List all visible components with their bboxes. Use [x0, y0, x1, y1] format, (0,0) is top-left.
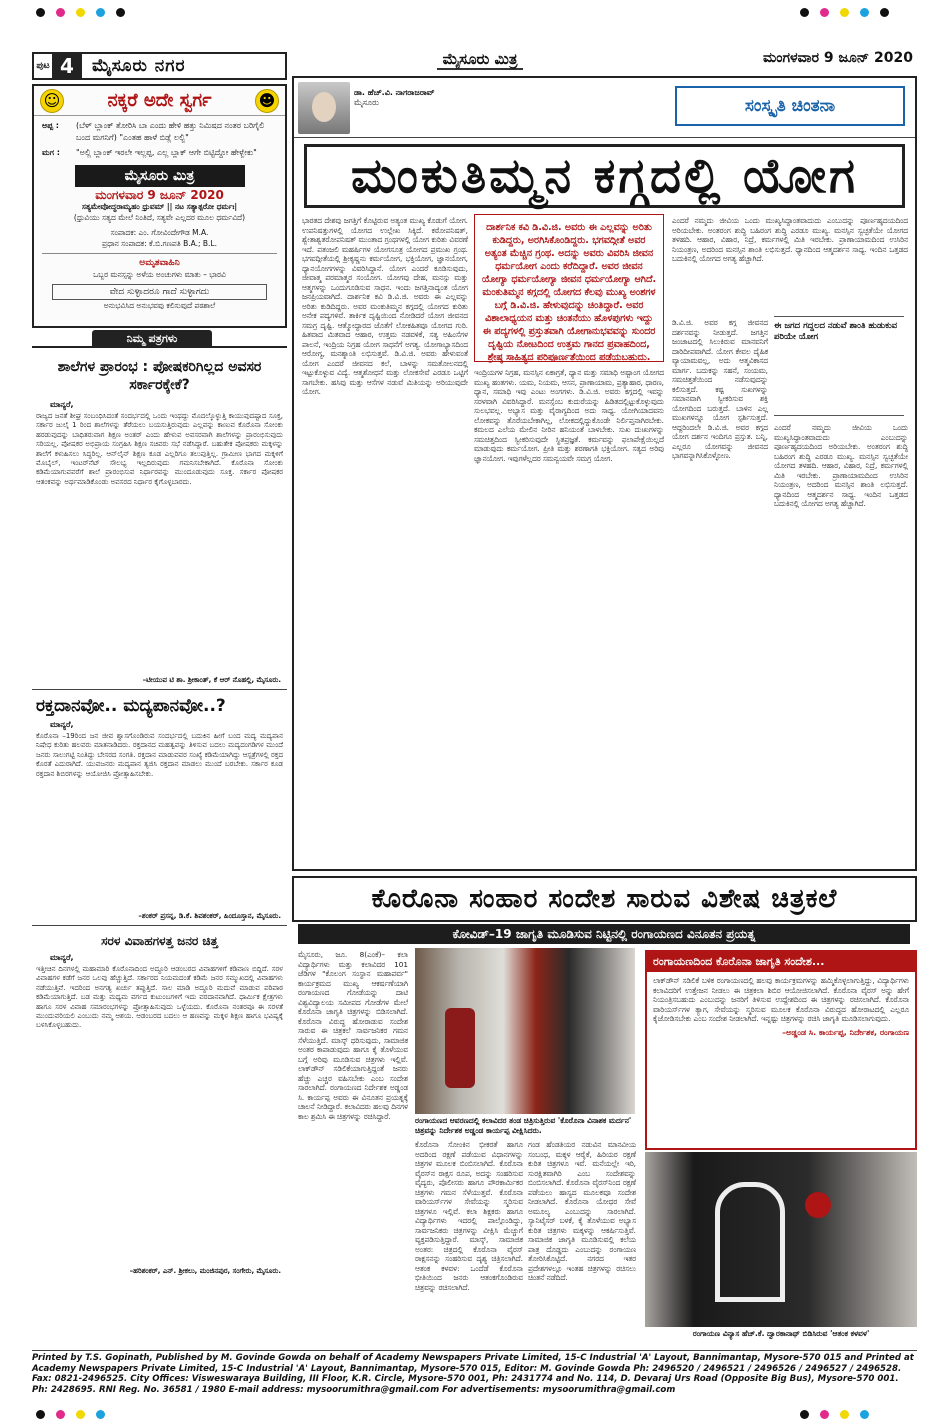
paper-logo: ಮೈಸೂರು ಮಿತ್ರ — [75, 165, 245, 187]
article-column: ಡಿ.ವಿ.ಜಿ. ಅವರ ಕಗ್ಗ ಜೀವನದ ದರ್ಶನವನ್ನು ನೀಡುತ್ತದೆ. ಜಗತ್ತಿನ ಜಂಜಾಟದಲ್ಲಿ ಸಿಲುಕಿರುವ ಮಾನವನಿಗೆ ದಾರಿದೀಪವಾಗಿದೆ. ಯೋಗ ಕೇವಲ ದೈಹಿಕ ವ್ಯಾಯಾಮವಲ್ಲ, ಅದು ಆತ್ಮವಿಕಾಸದ ಮಾರ್ಗ. ಬದುಕನ್ನು ಸಹನೆ, ಸಂಯಮ, ಸಮಚಿತ್ತತೆಯಿಂದ ನಡೆಸುವುದನ್ನು ಕಲಿಸುತ್ತದೆ. ಕಷ್ಟ ಸುಖಗಳನ್ನು ಸಮಾನವಾಗಿ ಸ್ವೀಕರಿಸುವ ಶಕ್ತಿ ಯೋಗದಿಂದ ಬರುತ್ತದೆ. ಬಾಳಿನ ಎಲ್ಲ ಮುಖಗಳನ್ನೂ ಯೋಗ ಸ್ಪರ್ಶಿಸುತ್ತದೆ. ಆದ್ದರಿಂದಲೇ ಡಿ.ವಿ.ಜಿ. ಅವರ ಕಗ್ಗದ ಯೋಗ ದರ್ಶನ ಇಂದಿಗೂ ಪ್ರಸ್ತುತ. ಬನ್ನಿ, ಎಲ್ಲರೂ ಯೋಗವನ್ನು ಜೀವನದ ಭಾಗವನ್ನಾಗಿಸಿಕೊಳ್ಳೋಣ. — [672, 318, 768, 460]
page-number: 4 — [52, 54, 82, 78]
mural-photo — [645, 1152, 917, 1327]
joke-body — [34, 116, 285, 315]
photo-caption: ರಂಗಾಯಣದ ಆವರಣದಲ್ಲಿ ಕಲಾವಿದರ ತಂಡ ಚಿತ್ರಿಸುತ್ತಿರುವ 'ಕೊರೊನಾ ವಿನಾಶಕ ಮರ್ದನ' ಚಿತ್ರವನ್ನು ನಿರ್ದೇಶಕ ಅಡ್ಡಂಡ ಕಾರ್ಯಪ್ಪ ವೀಕ್ಷಿಸಿದರು. — [415, 1116, 632, 1135]
article-column: ಎಂದರೆ ನಮ್ಮದು ಜೀವಿಯ ಒಂದು ಮುಖ್ಯಸಿದ್ಧಾಂತವಾದುದು ಎಂಬುದನ್ನು ಪೂರ್ಣಹೃದಯದಿಂದ ಅರಿಯಬೇಕು. ಅಂತರಂಗ ಶುದ್ಧಿ ಬಹಿರಂಗ ಶುದ್ಧಿ ಎರಡೂ ಮುಖ್ಯ. ಮನಸ್ಸಿನ ಸ್ವಚ್ಛತೆಯೇ ಯೋಗದ ತಳಹದಿ. ಆಹಾರ, ವಿಹಾರ, ನಿದ್ರೆ, ಕರ್ಮಗಳಲ್ಲಿ ಮಿತಿ ಇರಬೇಕು. ಪ್ರಾಣಾಯಾಮದಿಂದ ಉಸಿರಿನ ನಿಯಂತ್ರಣ, ಅದರಿಂದ ಮನಸ್ಸಿನ ಶಾಂತಿ ಲಭಿಸುತ್ತದೆ. ಧ್ಯಾನದಿಂದ ಆತ್ಮದರ್ಶನ ಸಾಧ್ಯ. ಇಂದಿನ ಒತ್ತಡದ ಬದುಕಿನಲ್ಲಿ ಯೋಗದ ಅಗತ್ಯ ಹೆಚ್ಚಾಗಿದೆ. — [774, 423, 908, 508]
photo-caption: ರಂಗಾಯಣ ವಿನ್ಯಾಸ ಹೆಚ್.ಕೆ. ದ್ವಾರಕಾನಾಥ್ ಬಿಡಿಸಿರುವ 'ಆತಂಕ ಕಳವಳ' — [692, 1329, 870, 1338]
joke-line: ಮಗ : "ಅಲ್ಲಿ ಬ್ಲಾಂಕ್ ಇರಲೇ ಇಲ್ಲಪ್ಪ, ಎಲ್ಲ ಬ್ಲಾಕ್ ಆಗೇ ಬಿಟ್ಟಿದ್ದೋ ಹೇಳ್ಬೇಕು" — [42, 148, 257, 157]
joke-line: ಅಪ್ಪ : (ಬೆಳ್ ಬ್ಲಾಂಕ್ ತೋರಿಸಿ ಬಾ ಎಂದು ಹೇಳಿ ಹತ್ತು ನಿಮಿಷದ ನಂತರ ಬರಿಗೈಲಿ ಬಂದ ಮಗನಿಗೆ) "ಎಂತಹ ಹಾಳೆ ಬಿಡ್ಲೆ ಲಲ್ಬಿ" — [42, 121, 265, 142]
article-column: ಭಾರತದ ದೇಶವು ಜಗತ್ತಿಗೆ ಕೊಟ್ಟಿರುವ ಅತ್ಯಂತ ಮುಖ್ಯ ಕೊಡುಗೆ ಯೋಗ. ಉಪನಿಷತ್ತುಗಳಲ್ಲಿ ಯೋಗದ ಉಲ್ಲೇಖ ಸಿಕ್ಕಿದೆ. ಕಠೋಪನಿಷತ್, ಶ್ವೇತಾಶ್ವತರೋಪನಿಷತ್ ಮುಂತಾದ ಗ್ರಂಥಗಳಲ್ಲಿ ಯೋಗ ಕುರಿತು ವಿವರಣೆ ಇದೆ. ಪತಂಜಲಿ ಮಹರ್ಷಿಗಳ ಯೋಗಸೂತ್ರ ಯೋಗದ ಪ್ರಮುಖ ಗ್ರಂಥ. ಭಗವದ್ಗೀತೆಯಲ್ಲಿ ಶ್ರೀಕೃಷ್ಣನು ಕರ್ಮಯೋಗ, ಭಕ್ತಿಯೋಗ, ಜ್ಞಾನಯೋಗ, ಧ್ಯಾನಯೋಗಗಳನ್ನು ವಿವರಿಸಿದ್ದಾನೆ. ಯೋಗ ಎಂದರೆ ಕೂಡಿಸುವುದು, ಜೀವಾತ್ಮ ಪರಮಾತ್ಮರ ಸಂಯೋಗ. ಯೋಗವು ದೇಹ, ಮನಸ್ಸು ಮತ್ತು ಆತ್ಮಗಳನ್ನು ಒಂದುಗೂಡಿಸುವ ಸಾಧನ. ಇಂದು ಜಗತ್ತಿನಾದ್ಯಂತ ಯೋಗ ಜನಪ್ರಿಯವಾಗಿದೆ. ದಾರ್ಶನಿಕ ಕವಿ ಡಿ.ವಿ.ಜಿ. ಅವರು ಈ ಎಲ್ಲವನ್ನು ಅರಿತು ಕುಡಿದಿದ್ದರು. ಅವರ ಮಂಕುತಿಮ್ಮನ ಕಗ್ಗದಲ್ಲಿ ಯೋಗದ ಕುರಿತು ಅನೇಕ ಪದ್ಯಗಳಿವೆ. ತಾರ್ಕಿಕ ದೃಷ್ಟಿಯಿಂದ ನೋಡಿದರೆ ಯೋಗ ಜೀವನದ ಸಮಗ್ರ ದೃಷ್ಟಿ. ಆತ್ಮೋದ್ಧಾರದ ಜೊತೆಗೆ ಲೋಕಹಿತವೂ ಯೋಗದ ಗುರಿ. ಹಿತವಾದ ಮಿತವಾದ ಆಹಾರ, ಉತ್ತಮ ನಡವಳಿಕೆ, ಸತ್ಯ ಅಹಿಂಸೆಗಳ ಪಾಲನೆ, ಇಂದ್ರಿಯ ನಿಗ್ರಹ ಯೋಗ ಸಾಧನೆಗೆ ಅಗತ್ಯ. ಯೋಗಾಭ್ಯಾಸದಿಂದ ಆರೋಗ್ಯ, ಮನಶ್ಶಾಂತಿ ಲಭಿಸುತ್ತವೆ. ಡಿ.ವಿ.ಜಿ. ಅವರು ಹೇಳುವಂತೆ ಯೋಗ ಎಂದರೆ ಜೀವನದ ಕಲೆ, ಬಾಳನ್ನು ಸಮತೋಲನದಲ್ಲಿ ಇಟ್ಟುಕೊಳ್ಳುವ ವಿದ್ಯೆ. ಆತ್ಮಶೋಧನೆ ಮತ್ತು ಲೋಕಸೇವೆ ಎರಡೂ ಒಟ್ಟಿಗೆ ಸಾಗಬೇಕು. ಹಸಿವು ಮತ್ತು ಆಸೆಗಳ ನಡುವೆ ಮಿತಿಯನ್ನು ಅರಿಯುವುದೇ ಯೋಗ. — [302, 216, 468, 396]
column-name: ಸಂಸ್ಕೃತಿ ಚಿಂತನಾ — [675, 86, 905, 126]
pull-quote: ಈ ಜಗದ ಗದ್ದಲದ ನಡುವೆ ಶಾಂತಿ ಹುಡುಕುವ ಪರಿಯೇ ಯೋಗ — [774, 316, 904, 416]
corona-headline: ಕೊರೊನಾ ಸಂಹಾರ ಸಂದೇಶ ಸಾರುವ ವಿಶೇಷ ಚಿತ್ರಕಲೆ — [292, 876, 917, 922]
article-column: ಕೊರೊನಾ ಸೋಂಕಿನ ಭೀಕರತೆ ಹಾಗೂ ಅದರಿಂದ ರಕ್ಷಣೆ ಪಡೆಯುವ ವಿಧಾನಗಳನ್ನು ಚಿತ್ರಗಳ ಮೂಲಕ ಬಿಂಬಿಸಲಾಗಿದೆ. ಕೊರೊನಾ ವೈರಸ್‌ನ ರಾಕ್ಷಸ ರೂಪ, ಅದನ್ನು ಸಂಹರಿಸುವ ವೈದ್ಯರು, ಪೊಲೀಸರು ಹಾಗೂ ಪೌರಕಾರ್ಮಿಕರ ಚಿತ್ರಗಳು ಗಮನ ಸೆಳೆಯುತ್ತವೆ. ಕೊರೊನಾ ವಾರಿಯರ್ಸ್‌ಗಳ ಸೇವೆಯನ್ನು ಸ್ಮರಿಸುವ ಚಿತ್ರಗಳೂ ಇಲ್ಲಿವೆ. ಕಲಾ ಶಿಕ್ಷಕರು ಹಾಗೂ ವಿದ್ಯಾರ್ಥಿಗಳು ಇದರಲ್ಲಿ ಪಾಲ್ಗೊಂಡಿದ್ದು, ಸಾರ್ವಜನಿಕರು ಚಿತ್ರಗಳನ್ನು ವೀಕ್ಷಿಸಿ ಮೆಚ್ಚುಗೆ ವ್ಯಕ್ತಪಡಿಸುತ್ತಿದ್ದಾರೆ. ಮಾಸ್ಕ್, ಸಾಮಾಜಿಕ ಅಂತರ: ಚಿತ್ರದಲ್ಲಿ ಕೊರೊನಾ ವೈರಸ್ ರಾಕ್ಷಸನನ್ನು ಸಂಹರಿಸುವ ದೃಶ್ಯ ಚಿತ್ರಿಸಲಾಗಿದೆ. ಆತಂಕ ಕಳವಳ: ಒಂದೆಡೆ ಕೊರೊನಾ ಭೀತಿಯಿಂದ ಜನರು ಆತಂಕಗೊಂಡಿರುವ ಚಿತ್ರವನ್ನು ರಚಿಸಲಾಗಿದೆ. — [415, 1140, 523, 1292]
amrutha-title: ಅಮೃತವಾಹಿನಿ — [42, 253, 277, 269]
proverb-line: ಅನುಭವಿಸಿದ ಅನುಭವವು ಕಲಿಸುವುದೆ ಪಠಶಾಲೆ — [103, 301, 216, 310]
joke-header — [34, 86, 285, 116]
author-photo — [298, 82, 350, 134]
divider — [32, 689, 287, 690]
letter-title: ಸರಳ ವಿವಾಹಗಳತ್ತ ಜನರ ಚಿತ್ತ — [101, 934, 218, 948]
chief-editor-line: ಪ್ರಧಾನ ಸಂಪಾದಕ: ಕೆ.ಬಿ.ಗಣಪತಿ B.A.; B.L. — [101, 239, 217, 248]
logo-date: ಮಂಗಳವಾರ 9 ಜೂನ್ 2020 — [95, 188, 224, 202]
rangayana-message-box — [645, 950, 917, 1150]
article-column: ಇಂದ್ರಿಯಗಳ ನಿಗ್ರಹ, ಮನಸ್ಸಿನ ಏಕಾಗ್ರತೆ, ಧ್ಯಾನ ಮತ್ತು ಸಮಾಧಿ ಅಷ್ಟಾಂಗ ಯೋಗದ ಮುಖ್ಯ ಹಂತಗಳು. ಯಮ, ನಿಯಮ, ಆಸನ, ಪ್ರಾಣಾಯಾಮ, ಪ್ರತ್ಯಾಹಾರ, ಧಾರಣ, ಧ್ಯಾನ, ಸಮಾಧಿ ಇವು ಎಂಟು ಅಂಗಗಳು. ಡಿ.ವಿ.ಜಿ. ಅವರು ಕಗ್ಗದಲ್ಲಿ ಇವನ್ನು ಸರಳವಾಗಿ ವಿವರಿಸಿದ್ದಾರೆ. ಮನಸ್ಸೆಂಬ ಕುದುರೆಯನ್ನು ಹಿಡಿತದಲ್ಲಿಟ್ಟುಕೊಳ್ಳುವುದು ಸುಲಭವಲ್ಲ. ಅಭ್ಯಾಸ ಮತ್ತು ವೈರಾಗ್ಯದಿಂದ ಅದು ಸಾಧ್ಯ. ಯೋಗಿಯಾದವನು ಲೋಕವನ್ನು ತೊರೆಯಬೇಕಾಗಿಲ್ಲ, ಲೋಕದಲ್ಲಿದ್ದುಕೊಂಡೇ ನಿರ್ಲಿಪ್ತನಾಗಿರಬೇಕು. ಕಮಲದ ಎಲೆಯ ಮೇಲಿನ ನೀರಿನ ಹನಿಯಂತೆ ಬಾಳಬೇಕು. ಸುಖ ದುಃಖಗಳನ್ನು ಸಮಚಿತ್ತದಿಂದ ಸ್ವೀಕರಿಸುವುದೇ ಸ್ಥಿತಪ್ರಜ್ಞತೆ. ಕರ್ಮವನ್ನು ಫಲಾಪೇಕ್ಷೆಯಿಲ್ಲದೆ ಮಾಡುವುದು ಕರ್ಮಯೋಗ. ಪ್ರೀತಿ ಮತ್ತು ಶರಣಾಗತಿ ಭಕ್ತಿಯೋಗ. ಸತ್ಯದ ಅರಿವು ಜ್ಞಾನಯೋಗ. ಇವುಗಳೆಲ್ಲದರ ಸಮನ್ವಯವೇ ಸಮಗ್ರ ಯೋಗ. — [474, 368, 664, 463]
laughing-face-icon: ☻ — [255, 89, 279, 113]
letter-title: ಶಾಲೆಗಳ ಪ್ರಾರಂಭ : ಪೋಷಕರಿಗಿಲ್ಲದ ಅವಸರ ಸರ್ಕಾರಕ್ಕೇಕೆ? — [57, 359, 262, 393]
box-signature: –ಅಡ್ಡಂಡ ಸಿ. ಕಾರ್ಯಪ್ಪ, ನಿರ್ದೇಶಕ, ರಂಗಾಯಣ — [782, 1027, 909, 1037]
article-headline: ಮಂಕುತಿಮ್ಮನ ಕಗ್ಗದಲ್ಲಿ ಯೋಗ — [304, 144, 905, 208]
page-section-header — [32, 52, 287, 80]
amrutha-line: ಒಬ್ಬರ ಮನಸ್ಸನ್ನು ಅಳೆಯ ಅಂಚುಗಳು ಮಾತು – ಭಾರವಿ — [93, 270, 226, 279]
motto-translation: (ಧ್ರುವಿಯು ಸತ್ಯದ ಮೇಲೆ ನಿಂತಿದೆ, ಸತ್ಯವೇ ಎಲ್ಲದರ ಮೂಲ ಧರ್ಮವಿದೆ) — [73, 213, 246, 222]
letter-body: ರಾಜ್ಯದ ಜನತೆ ಶೀಘ್ರ ಸಂಬಂಧಿಸಿದಂತೆ ಸಂದರ್ಭದಲ್ಲಿ ಒಂದು ಇಂಥದ್ದು ಮೊದಲ್ಕೊಳ್ಳುತ್ತಿ ಕಾಯುವುದಷ್ಟಾದ ಸೂಕ್ತ, ಸರ್ಕಾರ ಜುಲೈ 1 ರಿಂದ ಶಾಲೆಗಳನ್ನು ತೆರೆಯಲು ಬಯಸುತ್ತಿರುವುದು ಎಲ್ಲವನ್ನು ಕಾಣುವ ಕೊರೊನಾ ಸೋಂಕು ಹರಡುವುದನ್ನು ಬಾಧಿತರುವಾಗ ಶಿಕ್ಷಣ ಅಂತರ್ ಎಂದು ಹೇಳುವ ಅವಸರವಾಗಿ ಶಾಲೆಗಳನ್ನು ಪ್ರಾರಂಭಿಸುವುದು ಸರಿಯಲ್ಲ. ಪೋಷಕರ ಅಭಿಪ್ರಾಯ ಸಂಗ್ರಹಿಸಿ ಶಿಕ್ಷಣ ಸಚಿವರು ಸಭೆ ನಡೆಸಿದ್ದಾರೆ. ಬಹುತೇಕ ಪೋಷಕರು ಮಕ್ಕಳನ್ನು ಶಾಲೆಗೆ ಕಳುಹಿಸಲು ಸಿದ್ಧರಿಲ್ಲ. ಆನ್‌ಲೈನ್ ಶಿಕ್ಷಣ ಕೂಡ ಎಲ್ಲರಿಗೂ ತಲುಪುತ್ತಿಲ್ಲ. ಗ್ರಾಮೀಣ ಭಾಗದ ಮಕ್ಕಳಿಗೆ ಮೊಬೈಲ್, ಇಂಟರ್‌ನೆಟ್ ಸೌಲಭ್ಯ ಇಲ್ಲದಿರುವುದು ಗಮನಿಸಬೇಕಾಗಿದೆ. ಕೊರೊನಾ ಸೋಂಕು ಕಡಿಮೆಯಾಗುವವರೆಗೆ ಶಾಲೆ ಪ್ರಾರಂಭಿಸುವ ನಿರ್ಧಾರವನ್ನು ಮುಂದೂಡುವುದು ಸೂಕ್ತ. ಸರ್ಕಾರ ಪೋಷಕರ ಆತಂಕವನ್ನು ಅರ್ಥಮಾಡಿಕೊಂಡು ಅವಸರದ ನಿರ್ಧಾರ ಕೈಗೊಳ್ಳಬಾರದು. — [36, 412, 283, 486]
yoga-article — [292, 76, 917, 871]
section-title: ಮೈಸೂರು ನಗರ — [92, 56, 186, 76]
letter-title: ರಕ್ತದಾನವೋ.. ಮದ್ಯಪಾನವೋ..? — [36, 696, 226, 716]
imprint-footer: Printed by T.S. Gopinath, Published by M. Govinde Gowda on behalf of Academy Newspapers Private Limited, 15-C Industrial 'A' Layout, Bannimantap, Mysore-570 015 and Printed at Academy Newspapers Private Limited, 15-C Industrial 'A' Layout, Bannimantap, Mysore-570 015, Editor: M. Govinde Gowda Ph: 2496520 / 2496521 / 2496526 / 2496527 / 2496528. Fax: 0821-2496525. City Offices: Visweswaraya Building, III Floor, K.R. Circle, Mysore-570 001, Ph: 2431774 and No. 114, D. Devaraj Urs Road (Opposite Big Bus), Mysore-570 001. Ph: 2428695. RNI Reg. No. 36581 / 1980 E-mail address: mysoorumithra@gmail.com For advertisements: mysoorumithra@gmail.com — [32, 1350, 917, 1395]
article-header — [294, 78, 915, 138]
article-column: ಮೈಸೂರು, ಜೂ. 8(ಎಂಕೆ)– ಕಲಾ ವಿದ್ಯಾರ್ಥಿಗಳು ಮತ್ತು ಕಲಾವಿದರ 101 ಜೆಡಿಗಳ "ಕೊಲಂಗ ಸಂಸ್ಥಾನ ಮಹಾಪರ್ವ" ಕಾರ್ಯಕ್ರಮದ ಮುಖ್ಯ ಆಕರ್ಷಣೆಯಾಗಿ ರಂಗಾಯಣದ ಗೋಡೆಯನ್ನು ದಾಟಿ ವಿಶ್ವವಿದ್ಯಾಲಯ ಸಮೀಪದ ಗೋಡೆಗಳ ಮೇಲೆ ಕೊರೊನಾ ಜಾಗೃತಿ ಚಿತ್ರಗಳನ್ನು ಬಿಡಿಸಲಾಗಿದೆ. ಕೊರೊನಾ ವಿರುದ್ಧ ಹೋರಾಡುವ ಸಂದೇಶ ಸಾರುವ ಈ ಚಿತ್ರಕಲೆ ಸಾರ್ವಜನಿಕರ ಗಮನ ಸೆಳೆಯುತ್ತಿದೆ. ಮಾಸ್ಕ್ ಧರಿಸುವುದು, ಸಾಮಾಜಿಕ ಅಂತರ ಕಾಪಾಡುವುದು ಹಾಗೂ ಕೈ ತೊಳೆಯುವ ಬಗ್ಗೆ ಅರಿವು ಮೂಡಿಸುವ ಚಿತ್ರಗಳು ಇಲ್ಲಿವೆ. ಲಾಕ್‌ಡೌನ್ ಸಡಿಲಿಕೆಯಾಗುತ್ತಿದ್ದಂತೆ ಜನರು ಹೆಚ್ಚು ಎಚ್ಚರ ವಹಿಸಬೇಕು ಎಂಬ ಸಂದೇಶ ಸಾರಲಾಗಿದೆ. ರಂಗಾಯಣದ ನಿರ್ದೇಶಕ ಅಡ್ಡಂಡ ಸಿ. ಕಾರ್ಯಪ್ಪ ಅವರು ಈ ವಿನೂತನ ಪ್ರಯತ್ನಕ್ಕೆ ಚಾಲನೆ ನೀಡಿದ್ದಾರೆ. ಕಲಾವಿದರು ಹಲವು ದಿನಗಳ ಕಾಲ ಶ್ರಮಿಸಿ ಈ ಚಿತ್ರಗಳನ್ನು ರಚಿಸಿದ್ದಾರೆ. — [298, 950, 408, 1121]
page-label: ಪುಟ — [36, 61, 50, 71]
editor-line: ಸಂಪಾದಕ: ಎಂ. ಗೋವಿಂದೇಗೌಡ M.A. — [110, 228, 209, 237]
issue-date: ಮಂಗಳವಾರ 9 ಜೂನ್ 2020 — [762, 50, 913, 66]
letters-header: ನಿಮ್ಮ ಪತ್ರಗಳು — [92, 330, 212, 347]
registration-marks-top — [0, 8, 945, 18]
letter-signature: –ಹರಿಶಂಕರ್, ಎನ್. ಶ್ರೀಕಲು, ಮಂಜಿನಪುರ, ಸಂಗೇರು, ಮೈಸೂರು. — [129, 1267, 281, 1275]
registration-marks-bottom — [0, 1410, 945, 1420]
proverb-title: ವೇದ ಸುಳ್ಳಾದರೂ ಗಾದೆ ಸುಳ್ಳಾಗದು — [52, 284, 267, 300]
letter-body: ಕೊರೊನಾ –19ರಿಂದ ಜನ ಜೀವ ಶ್ವಾಸಗೊಂಡಿರುವ ಸಂದರ್ಭದಲ್ಲಿ ಬದುಕಿನ ಹೀಗೆ ಬಂದ ಮದ್ಯ ಮದ್ಯಪಾನ ನಿಷೇಧ ಕುರಿತು ಹಲವರು ಮಾತನಾಡಿದರು. ರಕ್ತದಾನದ ಮಹತ್ವವನ್ನು ತಿಳಿಸುವ ಬದಲು ಮದ್ಯದಂಗಡಿಗಳ ಮುಂದೆ ಜನರು ಸಾಲುಗಟ್ಟಿ ನಿಂತಿದ್ದು ಬೇಸರದ ಸಂಗತಿ. ರಕ್ತದಾನ ಮಾಡುವವರ ಸಂಖ್ಯೆ ಕಡಿಮೆಯಾಗಿದ್ದು ಆಸ್ಪತ್ರೆಗಳಲ್ಲಿ ರಕ್ತದ ಕೊರತೆ ಎದುರಾಗಿದೆ. ಯುವಜನರು ಮದ್ಯಪಾನ ತ್ಯಜಿಸಿ ರಕ್ತದಾನ ಮಾಡಲು ಮುಂದೆ ಬರಬೇಕು. ಸರ್ಕಾರ ಕೂಡ ರಕ್ತದಾನ ಶಿಬಿರಗಳನ್ನು ಆಯೋಜಿಸಿ ಪ್ರೋತ್ಸಾಹಿಸಬೇಕು. — [36, 732, 283, 778]
article-column: ಎಂದರೆ ನಮ್ಮದು ಜೀವಿಯ ಒಂದು ಮುಖ್ಯಸಿದ್ಧಾಂತವಾದುದು ಎಂಬುದನ್ನು ಪೂರ್ಣಹೃದಯದಿಂದ ಅರಿಯಬೇಕು. ಅಂತರಂಗ ಶುದ್ಧಿ ಬಹಿರಂಗ ಶುದ್ಧಿ ಎರಡೂ ಮುಖ್ಯ. ಮನಸ್ಸಿನ ಸ್ವಚ್ಛತೆಯೇ ಯೋಗದ ತಳಹದಿ. ಆಹಾರ, ವಿಹಾರ, ನಿದ್ರೆ, ಕರ್ಮಗಳಲ್ಲಿ ಮಿತಿ ಇರಬೇಕು. ಪ್ರಾಣಾಯಾಮದಿಂದ ಉಸಿರಿನ ನಿಯಂತ್ರಣ, ಅದರಿಂದ ಮನಸ್ಸಿನ ಶಾಂತಿ ಲಭಿಸುತ್ತದೆ. ಧ್ಯಾನದಿಂದ ಆತ್ಮದರ್ಶನ ಸಾಧ್ಯ. ಇಂದಿನ ಒತ್ತಡದ ಬದುಕಿನಲ್ಲಿ ಯೋಗದ ಅಗತ್ಯ ಹೆಚ್ಚಾಗಿದೆ. — [672, 216, 908, 263]
box-text: ಲಾಕ್‌ಡೌನ್ ಸಡಿಲಿಕೆ ಬಳಿಕ ರಂಗಾಯಣದಲ್ಲಿ ಹಲವು ಕಾರ್ಯಕ್ರಮಗಳನ್ನು ಹಮ್ಮಿಕೊಳ್ಳಲಾಗುತ್ತಿದ್ದು, ವಿದ್ಯಾರ್ಥಿಗಳು ಕಲಾವಿದರಿಗೆ ಉತ್ತೇಜನ ನೀಡಲು ಈ ಚಿತ್ರಕಲಾ ಶಿಬಿರ ಆಯೋಜಿಸಲಾಗಿದೆ. ಕೊರೊನಾ ವೈರಸ್ ಅನ್ನು ಹೇಗೆ ನಿಯಂತ್ರಿಸಬಹುದು ಎಂಬುದನ್ನು ಜನರಿಗೆ ತಿಳಿಸುವ ಉದ್ದೇಶದಿಂದ ಈ ಚಿತ್ರಗಳನ್ನು ರಚಿಸಲಾಗಿದೆ. ಕೊರೊನಾ ವಾರಿಯರ್ಸ್‌ಗಳ ತ್ಯಾಗ, ಸೇವೆಯನ್ನು ಸ್ಮರಿಸುವ ಮೂಲಕ ಕೊರೊನಾ ವಿರುದ್ಧದ ಹೋರಾಟದಲ್ಲಿ ಎಲ್ಲರೂ ಕೈಜೋಡಿಸಬೇಕು ಎಂಬ ಸಂದೇಶ ನೀಡಲಾಗಿದೆ. ಇನ್ನಷ್ಟು ಚಿತ್ರಗಳನ್ನು ರಚಿಸಿ ಜಾಗೃತಿ ಮೂಡಿಸಲಾಗುವುದು. — [653, 976, 909, 1023]
joke-title: ನಕ್ಕರೆ ಅದೇ ಸ್ವರ್ಗ — [107, 90, 212, 111]
letter-signature: –ಶಂಕರ್ ಪ್ರಸನ್ನ, ಡಿ.ಕೆ. ಶಿವಶಂಕರ್, ಹಿಂದೂಸ್ತಾನ, ಮೈಸೂರು. — [138, 912, 281, 920]
letters-column — [32, 346, 287, 1346]
highlight-quote: ದಾರ್ಶನಿಕ ಕವಿ ಡಿ.ವಿ.ಜಿ. ಅವರು ಈ ಎಲ್ಲವನ್ನು ಅರಿತು ಕುಡಿದ್ದರು, ಅರಗಿಸಿಕೊಂಡಿದ್ದರು. ಭಗವದ್ಗೀತೆ ಅವರ ಅತ್ಯಂತ ಮೆಚ್ಚಿನ ಗ್ರಂಥ. ಅದನ್ನು ಅವರು ವಿವರಿಸಿ ಜೀವನ ಧರ್ಮಯೋಗ ಎಂದು ಕರೆದಿದ್ದಾರೆ. ಅವರ ಜೀವನ ಯೋಗ್ಯಾ ಧರ್ಮಯೋಗ್ಯಾ ಜೀವನ ಧರ್ಮಯೋಗ್ಯಾ ಆಗಿದೆ. ಮಂಕುತಿಮ್ಮನ ಕಗ್ಗದಲ್ಲಿ ಯೋಗದ ಕೆಲವು ಮುಖ್ಯ ಅಂಶಗಳ ಬಗ್ಗೆ ಡಿ.ವಿ.ಜಿ. ಹೇಳುವುದನ್ನು ಚಿಂತಿದ್ದಾರೆ. ಅವರ ವಿಶಾಲಾಧ್ಯಯನ ಮತ್ತು ಚಿಂತನೆಯು ಹೊಳಪುಗಳು ಇದ್ದು ಈ ಪದ್ಯಗಳಲ್ಲಿ ಪ್ರಸ್ತುತವಾಗಿ ಯೋಗಾನುಭವವನ್ನು ಸುಂದರ ದೃಷ್ಟಿಯ ನೋಟದಿಂದ ಉತ್ತಮ ಗಾನದ ಪ್ರವಾಹದಿಂದ, ಶ್ರೇಷ್ಠ ಸಾಹಿತ್ಯದ ಪರಿಪೂರ್ಣತೆಯಿಂದ ಪಡೆಯಬಹುದು. — [474, 214, 664, 362]
paper-name: ಮೈಸೂರು ಮಿತ್ರ — [365, 50, 595, 70]
corona-subheadline: ಕೋವಿಡ್–19 ಜಾಗೃತಿ ಮೂಡಿಸುವ ನಿಟ್ಟಿನಲ್ಲಿ ರಂಗಾಯಣದ ವಿನೂತನ ಪ್ರಯತ್ನ — [298, 924, 910, 944]
motto: ಸತ್ಯಮೇವೋದ್ಧರಾಮ್ಯಹಂ ಧ್ರುವಮ್ || ನಟ ಸತ್ಯಾತ್ಪರೋ ಧರ್ಮಃ| — [81, 202, 238, 211]
article-column: ಗಂಡ ಹೆಂಡತಿಯರ ನಡುವಿನ ಮಾನವೀಯ ಸಂಬಂಧ, ಮಕ್ಕಳ ಆರೈಕೆ, ಹಿರಿಯರ ರಕ್ಷಣೆ ಕುರಿತ ಚಿತ್ರಗಳೂ ಇವೆ. ಮನೆಯಲ್ಲೇ ಇರಿ, ಸುರಕ್ಷಿತವಾಗಿರಿ ಎಂಬ ಸಂದೇಶವನ್ನು ಬಿಂಬಿಸಲಾಗಿದೆ. ಕೊರೊನಾ ವೈರಸ್‌ನಿಂದ ರಕ್ಷಣೆ ಪಡೆಯಲು ಹಾಸ್ಯದ ಮೂಲಕವೂ ಸಂದೇಶ ನೀಡಲಾಗಿದೆ. ಕೊರೊನಾ ಯೋಧರ ಸೇವೆ ಅಮೂಲ್ಯ ಎಂಬುದನ್ನು ಸಾರಲಾಗಿದೆ. ಸ್ಯಾನಿಟೈಸರ್ ಬಳಕೆ, ಕೈ ತೊಳೆಯುವ ಅಭ್ಯಾಸ ಕುರಿತ ಚಿತ್ರಗಳು ಮಕ್ಕಳನ್ನು ಆಕರ್ಷಿಸುತ್ತಿವೆ. ಸಾಮಾಜಿಕ ಜಾಗೃತಿ ಮೂಡಿಸುವಲ್ಲಿ ಕಲೆಯ ಪಾತ್ರ ದೊಡ್ಡದು ಎಂಬುದನ್ನು ರಂಗಾಯಣ ತೋರಿಸಿಕೊಟ್ಟಿದೆ. ನಗರದ ಇತರ ಪ್ರದೇಶಗಳಲ್ಲೂ ಇಂತಹ ಚಿತ್ರಗಳನ್ನು ರಚಿಸಲು ಚಿಂತನೆ ನಡೆದಿದೆ. — [528, 1140, 636, 1282]
mural-painting-photo — [415, 948, 635, 1114]
joke-column — [32, 84, 287, 328]
author-byline: ಡಾ. ಹೆಚ್.ವಿ. ನಾಗರಾಜರಾವ್ ಮೈಸೂರು — [354, 88, 435, 107]
letter-body: ಇತ್ತೀಚಿನ ದಿನಗಳಲ್ಲಿ ಮಹಾಮಾರಿ ಕೊರೊನಾದಿಂದ ಅದ್ಧೂರಿ ಆಡಂಬರದ ವಿವಾಹಗಳಿಗೆ ಕಡಿವಾಣ ಬಿದ್ದಿದೆ. ಸರಳ ವಿವಾಹಗಳ ಕಡೆಗೆ ಜನರ ಒಲವು ಹೆಚ್ಚುತ್ತಿದೆ. ಸರ್ಕಾರದ ನಿಯಮದಂತೆ ಕಡಿಮೆ ಜನರ ಸಮ್ಮುಖದಲ್ಲಿ ವಿವಾಹಗಳು ನಡೆಯುತ್ತಿವೆ. ಇದರಿಂದ ಅನಗತ್ಯ ಖರ್ಚು ತಪ್ಪುತ್ತಿದೆ. ಸಾಲ ಮಾಡಿ ಅದ್ಧೂರಿ ಮದುವೆ ಮಾಡುವ ಪರಿಪಾಠ ಕಡಿಮೆಯಾಗುತ್ತಿದೆ. ಬಡ ಮತ್ತು ಮಧ್ಯಮ ವರ್ಗದ ಕುಟುಂಬಗಳಿಗೆ ಇದು ವರದಾನವಾಗಿದೆ. ಧಾರ್ಮಿಕ ಕ್ಷೇತ್ರಗಳು ಹಾಗೂ ಸರಳ ವಿವಾಹ ಸಮಾರಂಭಗಳನ್ನು ಪ್ರೋತ್ಸಾಹಿಸುವುದು ಒಳ್ಳೆಯದು. ಕೊರೊನಾ ನಂತರವೂ ಈ ಸರಳತೆ ಮುಂದುವರಿಯಲಿ ಎಂಬುದು ನಮ್ಮ ಆಶಯ. ಆಡಂಬರದ ಬದಲು ಆ ಹಣವನ್ನು ಮಕ್ಕಳ ಶಿಕ್ಷಣ ಹಾಗೂ ಭವಿಷ್ಯಕ್ಕೆ ಬಳಸಿಕೊಳ್ಳಬಹುದು. — [36, 965, 283, 1030]
letter-signature: –ಟೀಯುವ ಟಿ ಶಾ. ಶ್ರೀಕಾಂತ್, ಕೆ ಆರ್ ನೊಹಲ್ಲಿ, ಮೈಸೂರು. — [142, 676, 281, 684]
page-top — [0, 0, 945, 46]
letter-salutation: ಮಾನ್ಯರೆ, — [50, 953, 74, 962]
letter-salutation: ಮಾನ್ಯರೆ, — [50, 400, 74, 409]
divider — [32, 925, 287, 926]
letter-salutation: ಮಾನ್ಯರೆ, — [50, 720, 74, 729]
box-title: ರಂಗಾಯಣದಿಂದ ಕೊರೊನಾ ಜಾಗೃತಿ ಸಂದೇಶ... — [647, 952, 915, 972]
laughing-face-icon: ☺ — [40, 89, 64, 113]
